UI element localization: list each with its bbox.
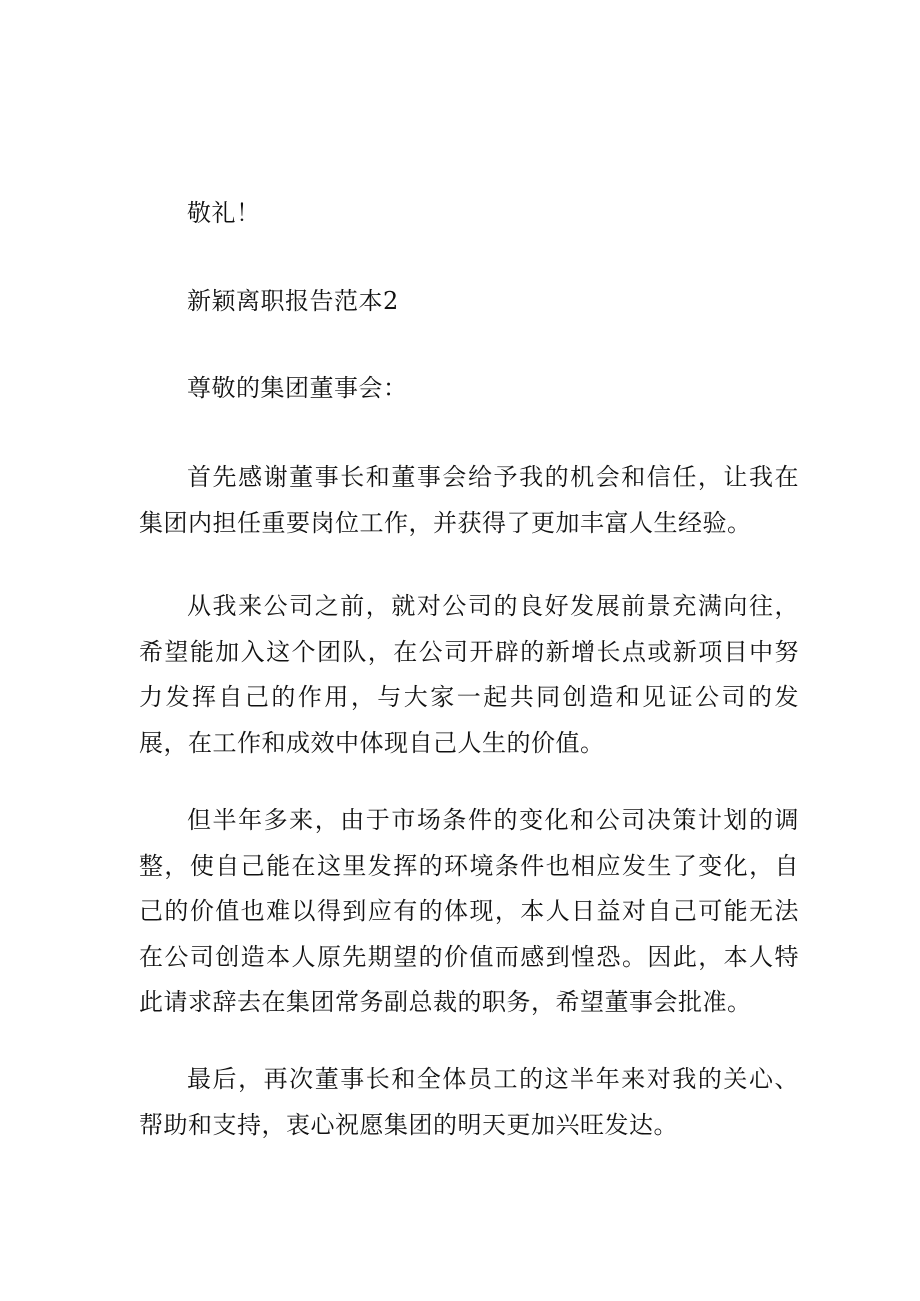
salutation-line: 尊敬的集团董事会： — [187, 374, 408, 402]
body-paragraph-1: 首先感谢董事长和董事会给予我的机会和信任，让我在集团内担任重要岗位工作，并获得了更加丰富人生经验。 — [139, 463, 799, 537]
document-heading: 新颖离职报告范本2 — [187, 287, 399, 315]
body-paragraph-2: 从我来公司之前，就对公司的良好发展前景充满向往，希望能加入这个团队，在公司开辟的新增长点或新项目中努力发挥自己的作用，与大家一起共同创造和见证公司的发展，在工作和成效中体现自己人生的价值。 — [139, 592, 799, 757]
body-paragraph-4: 最后，再次董事长和全体员工的这半年来对我的关心、帮助和支持，衷心祝愿集团的明天更加兴旺发达。 — [139, 1065, 799, 1139]
body-paragraph-3: 但半年多来，由于市场条件的变化和公司决策计划的调整，使自己能在这里发挥的环境条件也相应发生了变化，自己的价值也难以得到应有的体现，本人日益对自己可能无法在公司创造本人原先期望的价值而感到惶恐。因此，本人特此请求辞去在集团常务副总裁的职务，希望董事会批准。 — [139, 806, 799, 1016]
closing-line: 敬礼！ — [187, 199, 261, 227]
